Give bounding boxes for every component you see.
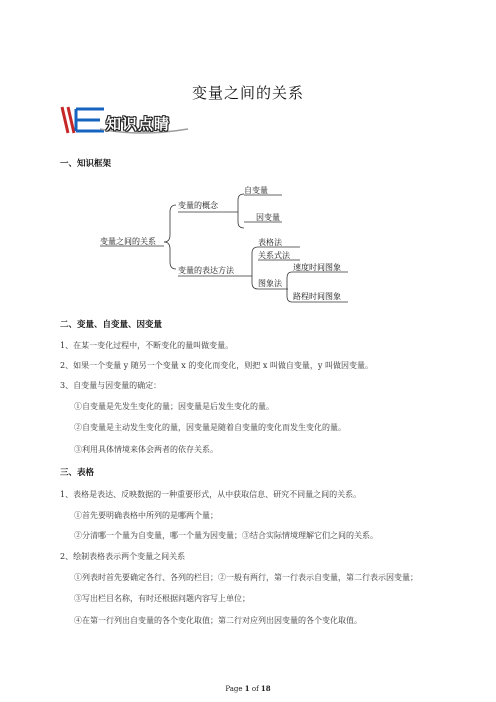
mindmap-independent: 自变量 (244, 186, 268, 195)
mindmap-concept: 变量的概念 (178, 201, 218, 210)
text-line: ②分清哪一个量为自变量，哪一个量为因变量；③结合实际情境理解它们之间的关系。 (74, 531, 378, 540)
text-line: 1、表格是表达、反映数据的一种重要形式，从中获取信息、研究不同量之间的关系。 (60, 490, 362, 499)
mindmap-formula: 关系式法 (258, 251, 290, 260)
section-heading-variables: 二、变量、自变量、因变量 (60, 320, 163, 330)
text-line: 2、如果一个变量 y 随另一个变量 x 的变化而变化，则把 x 叫做自变量，y 叫做因变量。 (60, 361, 373, 370)
text-line: ③写出栏目名称，有时还根据问题内容写上单位； (74, 594, 250, 603)
footer-total-pages: 18 (260, 684, 271, 693)
mindmap-method: 变量的表达方法 (178, 266, 234, 275)
text-line: ②自变量是主动发生变化的量，因变量是随着自变量的变化而发生变化的量。 (74, 423, 346, 432)
mindmap-dependent: 因变量 (256, 213, 280, 222)
mindmap-graph: 图象法 (258, 279, 282, 288)
text-line: 2、绘制表格表示两个变量之间关系 (60, 552, 186, 561)
mindmap-distance-time: 路程时间图象 (293, 292, 341, 301)
section-heading-framework: 一、知识框架 (60, 159, 112, 169)
text-line: ①首先要明确表格中所列的是哪两个量； (74, 511, 218, 520)
text-line: 3、自变量与因变量的确定： (60, 381, 162, 390)
section-heading-table: 三、表格 (60, 468, 95, 478)
text-line: ①自变量是先发生变化的量；因变量是后发生变化的量。 (74, 402, 274, 411)
page-title: 变量之间的关系 (191, 84, 304, 102)
mindmap-table: 表格法 (258, 238, 282, 247)
text-line: ①列表时首先要确定各行、各列的栏目；②一般有两行，第一行表示自变量，第二行表示因变量； (74, 573, 418, 582)
footer-page-label: Page (225, 685, 243, 693)
text-line: 1、在某一变化过程中，不断变化的量叫做变量。 (60, 341, 234, 350)
mindmap-root: 变量之间的关系 (100, 237, 156, 246)
text-line: ④在第一行列出自变量的各个变化取值；第二行对应列出因变量的各个变化取值。 (74, 616, 362, 625)
mindmap-speed-time: 速度时间图象 (293, 263, 341, 272)
banner-title: 知识点睛 (106, 115, 171, 133)
footer-current-page: 1 (244, 684, 250, 693)
footer-of-label: of (251, 685, 259, 693)
text-line: ③利用具体情境来体会两者的依存关系。 (74, 445, 218, 454)
page-footer (0, 684, 496, 693)
